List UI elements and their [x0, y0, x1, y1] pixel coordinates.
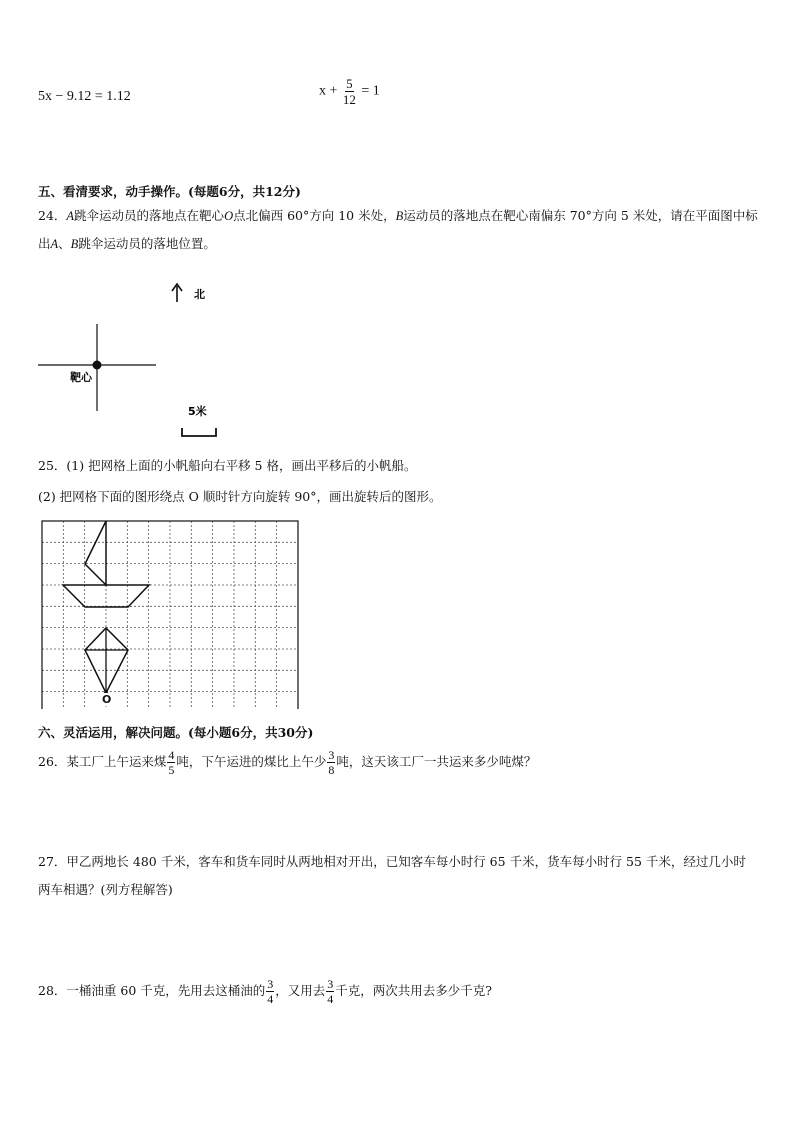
question-28 [38, 977, 492, 1005]
section-6-heading: 六、灵活运用，解决问题。(每小题6分，共30分) [38, 725, 314, 740]
fraction-denominator: 8 [328, 763, 335, 777]
compass-diagram [30, 278, 230, 443]
equation-2-lhs: x + [319, 83, 338, 99]
equation-2-rhs: = 1 [361, 83, 380, 99]
fraction-denominator: 4 [327, 992, 334, 1006]
q28-text-3: 千克，两次共用去多少千克? [335, 983, 492, 998]
q26-text-2: 吨，下午运进的煤比上午少 [176, 754, 327, 769]
equation-2-fraction [342, 77, 357, 106]
q26-fraction-2 [327, 749, 335, 776]
q24-point-a: A [66, 209, 75, 223]
q24-point-b-2: B [70, 237, 79, 251]
q24-separator: 、 [58, 236, 71, 251]
fraction-numerator: 3 [267, 977, 274, 991]
scale-bar [182, 428, 216, 436]
q26-fraction-1 [167, 749, 175, 776]
q28-fraction-1 [266, 978, 274, 1005]
q24-text-4: 跳伞运动员的落地位置。 [78, 236, 216, 251]
grid-figure [40, 519, 304, 709]
q24-point-o: O [224, 209, 234, 223]
fraction-denominator: 5 [168, 763, 175, 777]
dashed-grid [42, 521, 298, 709]
q24-text-1: 跳伞运动员的落地点在靶心 [74, 208, 225, 223]
q24-prefix: 24． [38, 208, 67, 223]
q24-text-2: 点北偏西 60°方向 10 米处， [233, 208, 396, 223]
q24-point-b: B [395, 209, 404, 223]
question-26 [38, 748, 536, 776]
sailboat-hull [63, 585, 149, 607]
q28-text-1: 28．一桶油重 60 千克，先用去这桶油的 [38, 983, 266, 998]
sailboat-sail [85, 521, 106, 585]
fraction-numerator: 3 [328, 748, 335, 762]
fraction-denominator: 4 [267, 992, 274, 1006]
north-label: 北 [194, 288, 205, 301]
q26-text-3: 吨，这天该工厂一共运来多少吨煤？ [336, 754, 537, 769]
fraction-numerator: 5 [346, 76, 353, 91]
q26-text-1: 26．某工厂上午运来煤 [38, 754, 167, 769]
target-center-dot [93, 361, 102, 370]
scale-label: 5米 [188, 405, 207, 418]
fraction-numerator: 3 [327, 977, 334, 991]
question-24 [38, 202, 758, 258]
q24-text-3: 运动员的落地点在靶心南偏东 70°方向 5 米处，请在平面图中标出 [38, 208, 758, 251]
q28-fraction-2 [326, 978, 334, 1005]
equation-1: 5x − 9.12 = 1.12 [38, 89, 131, 104]
section-5-heading: 五、看清要求，动手操作。(每题6分，共12分) [38, 184, 301, 199]
q28-text-2: ，又用去 [275, 983, 326, 998]
question-25-part-1: 25．(1) 把网格上面的小帆船向右平移 5 格，画出平移后的小帆船。 [38, 458, 417, 473]
point-o-label: O [102, 693, 112, 706]
equation-2 [319, 77, 380, 106]
question-25-part-2: (2) 把网格下面的图形绕点 O 顺时针方向旋转 90°，画出旋转后的图形。 [38, 489, 442, 504]
fraction-denominator: 12 [342, 92, 356, 107]
target-center-label: 靶心 [70, 371, 92, 384]
question-27: 27．甲乙两地长 480 千米，客车和货车同时从两地相对开出，已知客车每小时行 65 千米，货车每小时行 55 千米，经过几小时两车相遇？(列方程解答) [38, 854, 746, 897]
fraction-numerator: 4 [168, 748, 175, 762]
q24-point-a-2: A [50, 237, 59, 251]
